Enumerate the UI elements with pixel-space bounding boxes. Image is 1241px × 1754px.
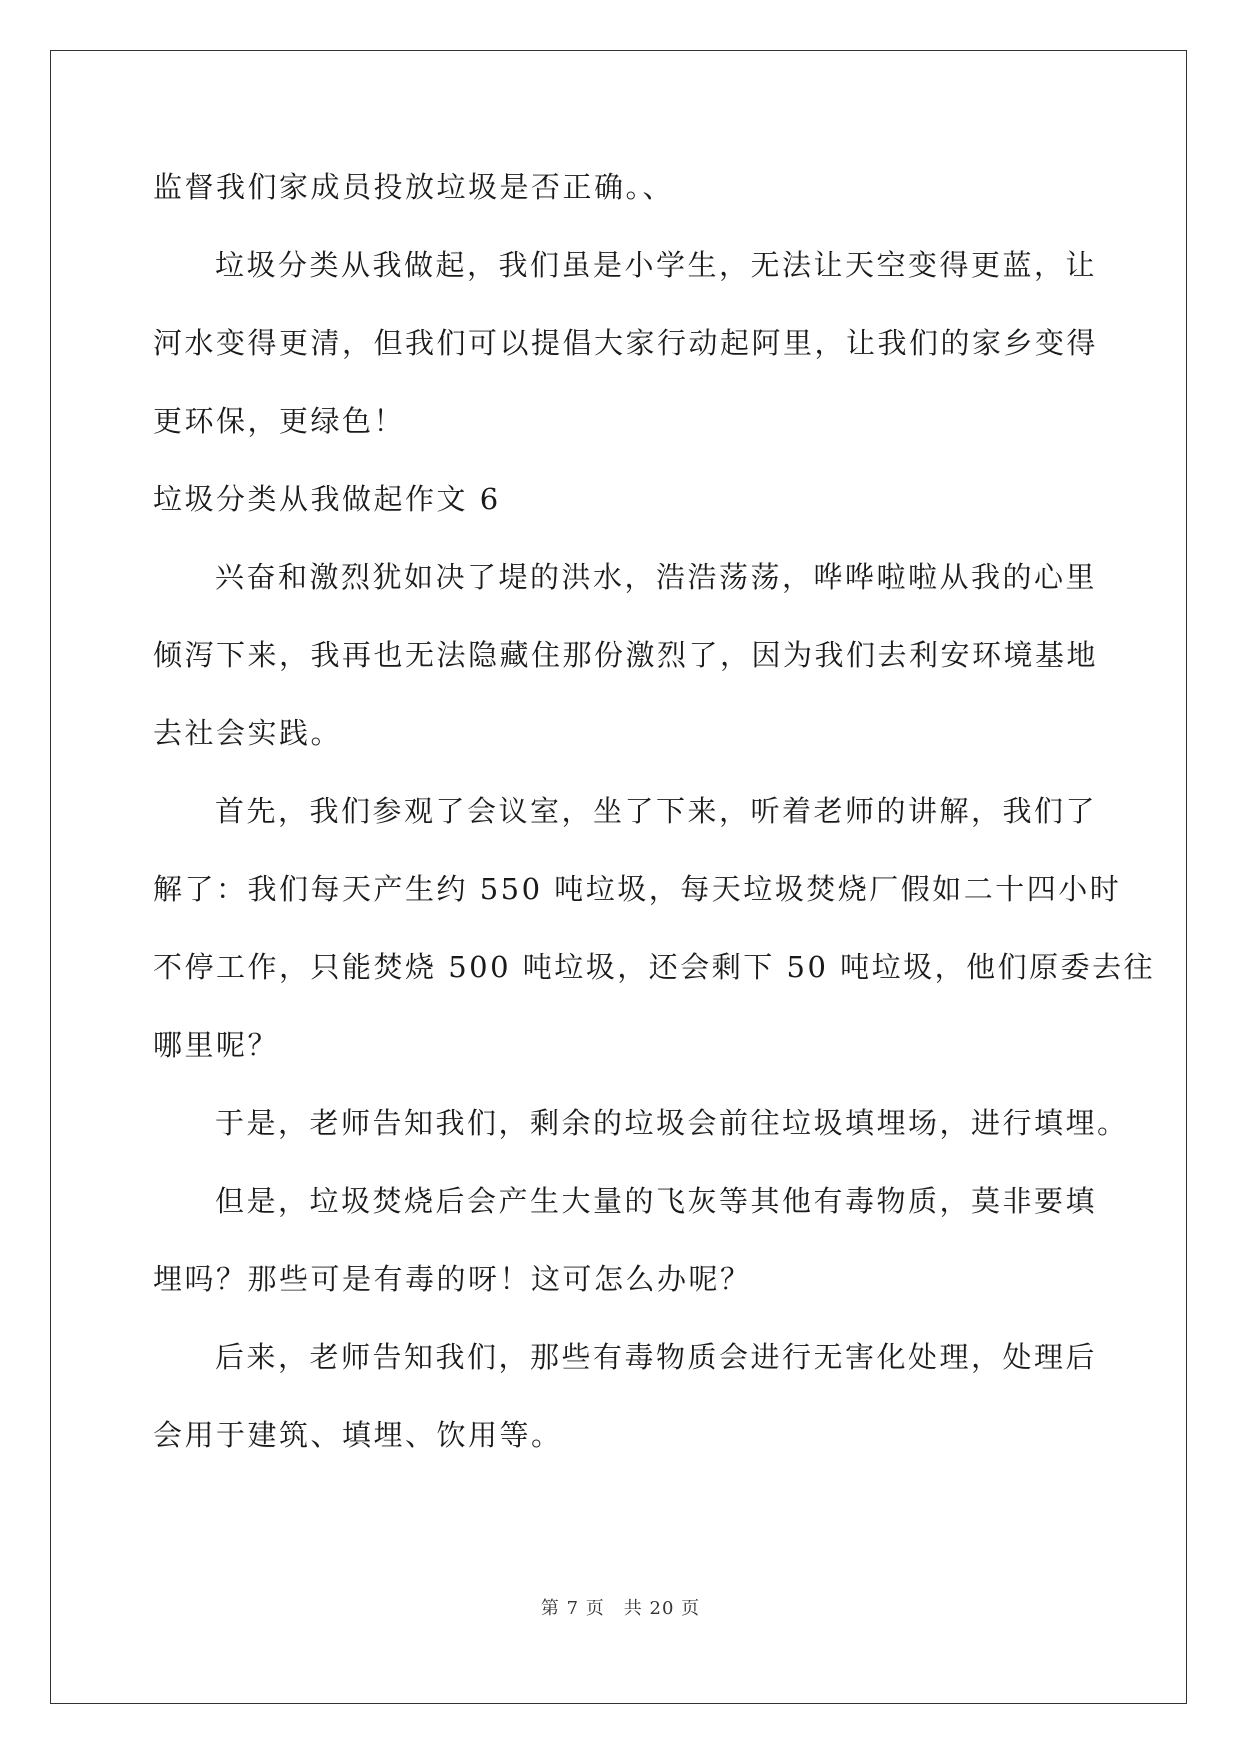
text-line: 埋吗？那些可是有毒的呀！这可怎么办呢？ bbox=[153, 1262, 752, 1296]
text-line: 河水变得更清，但我们可以提倡大家行动起阿里，让我们的家乡变得 bbox=[153, 326, 1099, 360]
text-line: 解了：我们每天产生约 550 吨垃圾，每天垃圾焚烧厂假如二十四小时 bbox=[153, 872, 1122, 906]
section-heading: 垃圾分类从我做起作文 6 bbox=[153, 482, 501, 516]
text-line: 不停工作，只能焚烧 500 吨垃圾，还会剩下 50 吨垃圾，他们原委去往 bbox=[153, 950, 1156, 984]
text-line: 首先，我们参观了会议室，坐了下来，听着老师的讲解，我们了 bbox=[215, 794, 1098, 828]
text-line: 哪里呢？ bbox=[153, 1028, 280, 1062]
document-body bbox=[153, 148, 1156, 1474]
text-line: 去社会实践。 bbox=[153, 716, 343, 750]
text-line: 后来，老师告知我们，那些有毒物质会进行无害化处理，处理后 bbox=[215, 1340, 1098, 1374]
text-line: 于是，老师告知我们，剩余的垃圾会前往垃圾填埋场，进行填埋。 bbox=[215, 1106, 1129, 1140]
text-line: 但是，垃圾焚烧后会产生大量的飞灰等其他有毒物质，莫非要填 bbox=[215, 1184, 1098, 1218]
text-line: 兴奋和激烈犹如决了堤的洪水，浩浩荡荡，哗哗啦啦从我的心里 bbox=[215, 560, 1098, 594]
text-line: 倾泻下来，我再也无法隐藏住那份激烈了，因为我们去利安环境基地 bbox=[153, 638, 1099, 672]
page-number-footer: 第 7 页 共 20 页 bbox=[540, 1598, 701, 1619]
text-line: 监督我们家成员投放垃圾是否正确。、 bbox=[153, 170, 675, 204]
text-line: 更环保，更绿色！ bbox=[153, 404, 406, 438]
text-line: 垃圾分类从我做起，我们虽是小学生，无法让天空变得更蓝，让 bbox=[215, 248, 1098, 282]
text-line: 会用于建筑、填埋、饮用等。 bbox=[153, 1418, 563, 1452]
